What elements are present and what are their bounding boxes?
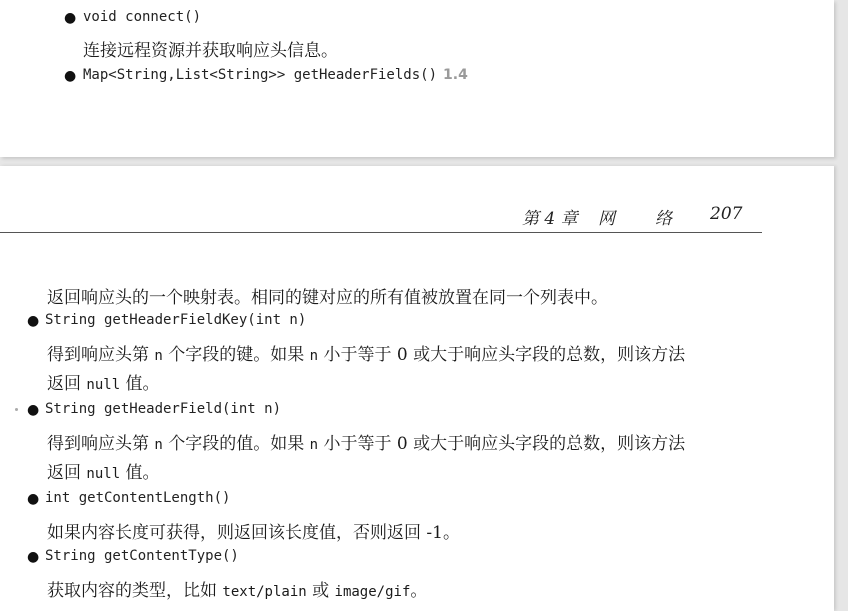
bullet-icon: ● bbox=[27, 313, 40, 329]
method-description-getheaderfieldkey-cont: 返回 null 值。 bbox=[47, 374, 160, 394]
method-signature-getcontentlength: int getContentLength() bbox=[45, 490, 231, 506]
method-description-connect: 连接远程资源并获取响应头信息。 bbox=[83, 41, 338, 61]
method-signature-getcontenttype: String getContentType() bbox=[45, 548, 239, 564]
method-description-getheaderfield: 得到响应头第 n 个字段的值。如果 n 小于等于 0 或大于响应头字段的总数，则该方法 bbox=[47, 434, 686, 454]
getheaderfields-description: 返回响应头的一个映射表。相同的键对应的所有值被放置在同一个列表中。 bbox=[47, 288, 608, 308]
method-signature-getheaderfield: String getHeaderField(int n) bbox=[45, 401, 282, 417]
chapter-label: 第 4 章 bbox=[522, 209, 578, 229]
bullet-icon: ● bbox=[27, 491, 40, 507]
since-version-badge: 1.4 bbox=[443, 67, 468, 83]
page-number: 207 bbox=[710, 204, 743, 224]
header-rule bbox=[0, 232, 762, 233]
chapter-title-char-1: 网 bbox=[598, 209, 615, 229]
method-description-getcontenttype: 获取内容的类型，比如 text/plain 或 image/gif。 bbox=[47, 581, 428, 601]
bullet-icon: ● bbox=[64, 10, 77, 26]
top-page bbox=[0, 0, 834, 157]
bullet-icon: ● bbox=[64, 68, 77, 84]
method-signature-getheaderfieldkey: String getHeaderFieldKey(int n) bbox=[45, 312, 307, 328]
bullet-icon: ● bbox=[27, 549, 40, 565]
scan-speck bbox=[15, 408, 18, 411]
method-signature-getheaderfields: Map<String,List<String>> getHeaderFields() 1.4 bbox=[83, 67, 468, 83]
method-description-getcontentlength: 如果内容长度可获得，则返回该长度值，否则返回 -1。 bbox=[47, 523, 460, 543]
chapter-title-char-2: 络 bbox=[655, 209, 672, 229]
method-description-getheaderfield-cont: 返回 null 值。 bbox=[47, 463, 160, 483]
method-description-getheaderfieldkey: 得到响应头第 n 个字段的键。如果 n 小于等于 0 或大于响应头字段的总数，则该方法 bbox=[47, 345, 686, 365]
bullet-icon: ● bbox=[27, 402, 40, 418]
method-signature-connect: void connect() bbox=[83, 9, 202, 25]
